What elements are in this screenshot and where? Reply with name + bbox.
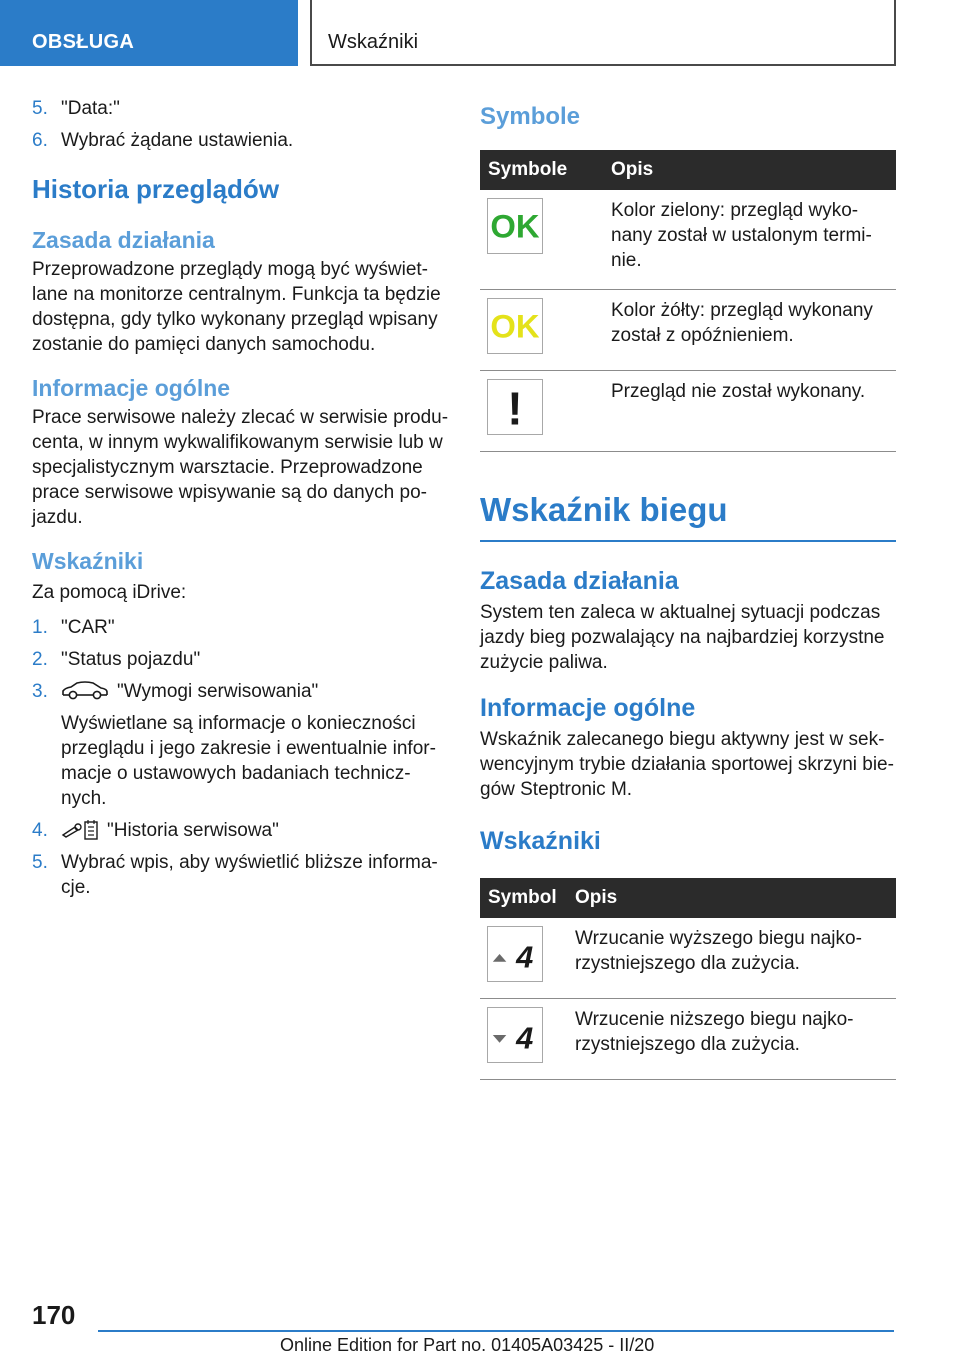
list-item: 6. Wybrać żądane ustawienia.: [32, 130, 294, 151]
svg-text:!: !: [507, 382, 523, 435]
indicators-heading: Wskaźniki: [32, 548, 144, 574]
list-item: 5. Wybrać wpis, aby wyświetlić bliższe informa-cje.: [32, 852, 438, 898]
right-column: [480, 96, 896, 1080]
gear-general-text: Wskaźnik zalecanego biegu aktywny jest w sek-wencyjnym trybie działania sportowej skrzyni bie-gów Steptronic M.: [480, 729, 894, 800]
indicators-intro: Za pomocą iDrive:: [32, 582, 187, 603]
list-item: 2. "Status pojazdu": [32, 649, 201, 670]
indicator-steps-list: [32, 615, 450, 900]
gear-indicator-heading: Wskaźnik biegu: [480, 490, 896, 542]
svg-text:OK: OK: [490, 307, 540, 345]
symbol-description: Kolor zielony: przegląd wyko-nany został w ustalonym termi-nie.: [603, 190, 896, 290]
symbols-table: [480, 150, 896, 452]
top-steps-list: [32, 96, 450, 153]
symbol-description: Kolor żółty: przegląd wykonany został z opóźnieniem.: [603, 290, 896, 371]
general-heading: Informacje ogólne: [32, 375, 231, 401]
gear-indicators-heading: Wskaźniki: [480, 827, 601, 855]
ok-green-icon: [487, 198, 543, 254]
list-item: 5. "Data:": [32, 98, 120, 119]
gear-description: Wrzucenie niższego biegu najko-rzystniejszego dla zużycia.: [567, 999, 896, 1080]
ok-yellow-icon: [487, 298, 543, 354]
header-chapter-title: Wskaźniki: [310, 0, 896, 66]
gear-general-heading: Informacje ogólne: [480, 694, 696, 722]
footer-divider: [98, 1330, 894, 1332]
list-item: 4. "Historia serwisowa": [32, 820, 279, 841]
principle-text: Przeprowadzone przeglądy mogą być wyświet-lane na monitorze centralnym. Funkcja ta będzie dostępna, gdy tylko wykonany przegląd wpisany zostanie do pamięci danych samochodu.: [32, 259, 441, 355]
general-text: Prace serwisowe należy zlecać w serwisie produ-centa, w innym wykwalifikowanym serwisie lub w specjalistycznym warsztacie. Przeprowadzone prace serwisowe wpisywanie są do danych po-jazdu.: [32, 407, 449, 528]
history-heading: Historia przeglądów: [32, 174, 280, 204]
gear-description: Wrzucanie wyższego biegu najko-rzystniejszego dla zużycia.: [567, 918, 896, 999]
svg-text:OK: OK: [490, 207, 540, 245]
description-col-header: Opis: [603, 150, 896, 190]
service-history-icon: [61, 819, 99, 841]
symbols-col-header: Symbole: [480, 150, 603, 190]
description-col-header: Opis: [567, 878, 896, 918]
symbol-col-header: Symbol: [480, 878, 567, 918]
table-row: [480, 371, 896, 452]
table-row: [480, 190, 896, 290]
gear-principle-text: System ten zaleca w aktualnej sytuacji podczas jazdy bieg pozwalający na najbardziej korzystne zużycie paliwa.: [480, 602, 885, 673]
gear-up-icon: [487, 926, 543, 982]
gear-principle-heading: Zasada działania: [480, 567, 679, 595]
list-item: 1. "CAR": [32, 617, 115, 638]
car-outline-icon: [61, 680, 109, 702]
exclamation-icon: [487, 379, 543, 435]
symbols-heading: Symbole: [480, 103, 581, 130]
symbol-description: Przegląd nie został wykonany.: [603, 371, 896, 452]
list-item: 3. "Wymogi serwisowania" Wyświetlane są informacje o konieczności przeglądu i jego zakresie i ewentualnie infor-macje o ustawowych badaniach technicz-nych.: [32, 679, 450, 811]
gear-down-icon: [487, 1007, 543, 1063]
page-number: 170: [32, 1300, 76, 1330]
table-row: [480, 999, 896, 1080]
footer-edition: Online Edition for Part no. 01405A03425 - II/20: [280, 1335, 655, 1355]
list-item-note: Wyświetlane są informacje o konieczności przeglądu i jego zakresie i ewentualnie infor-macje o ustawowych badaniach technicz-nych.: [61, 713, 436, 809]
svg-text:4: 4: [516, 939, 534, 975]
table-row: [480, 918, 896, 999]
gear-symbols-table: [480, 878, 896, 1080]
table-row: [480, 290, 896, 371]
svg-text:4: 4: [516, 1020, 534, 1056]
principle-heading: Zasada działania: [32, 227, 215, 253]
header-section-tab: OBSŁUGA: [0, 0, 298, 66]
left-column: [32, 96, 450, 907]
